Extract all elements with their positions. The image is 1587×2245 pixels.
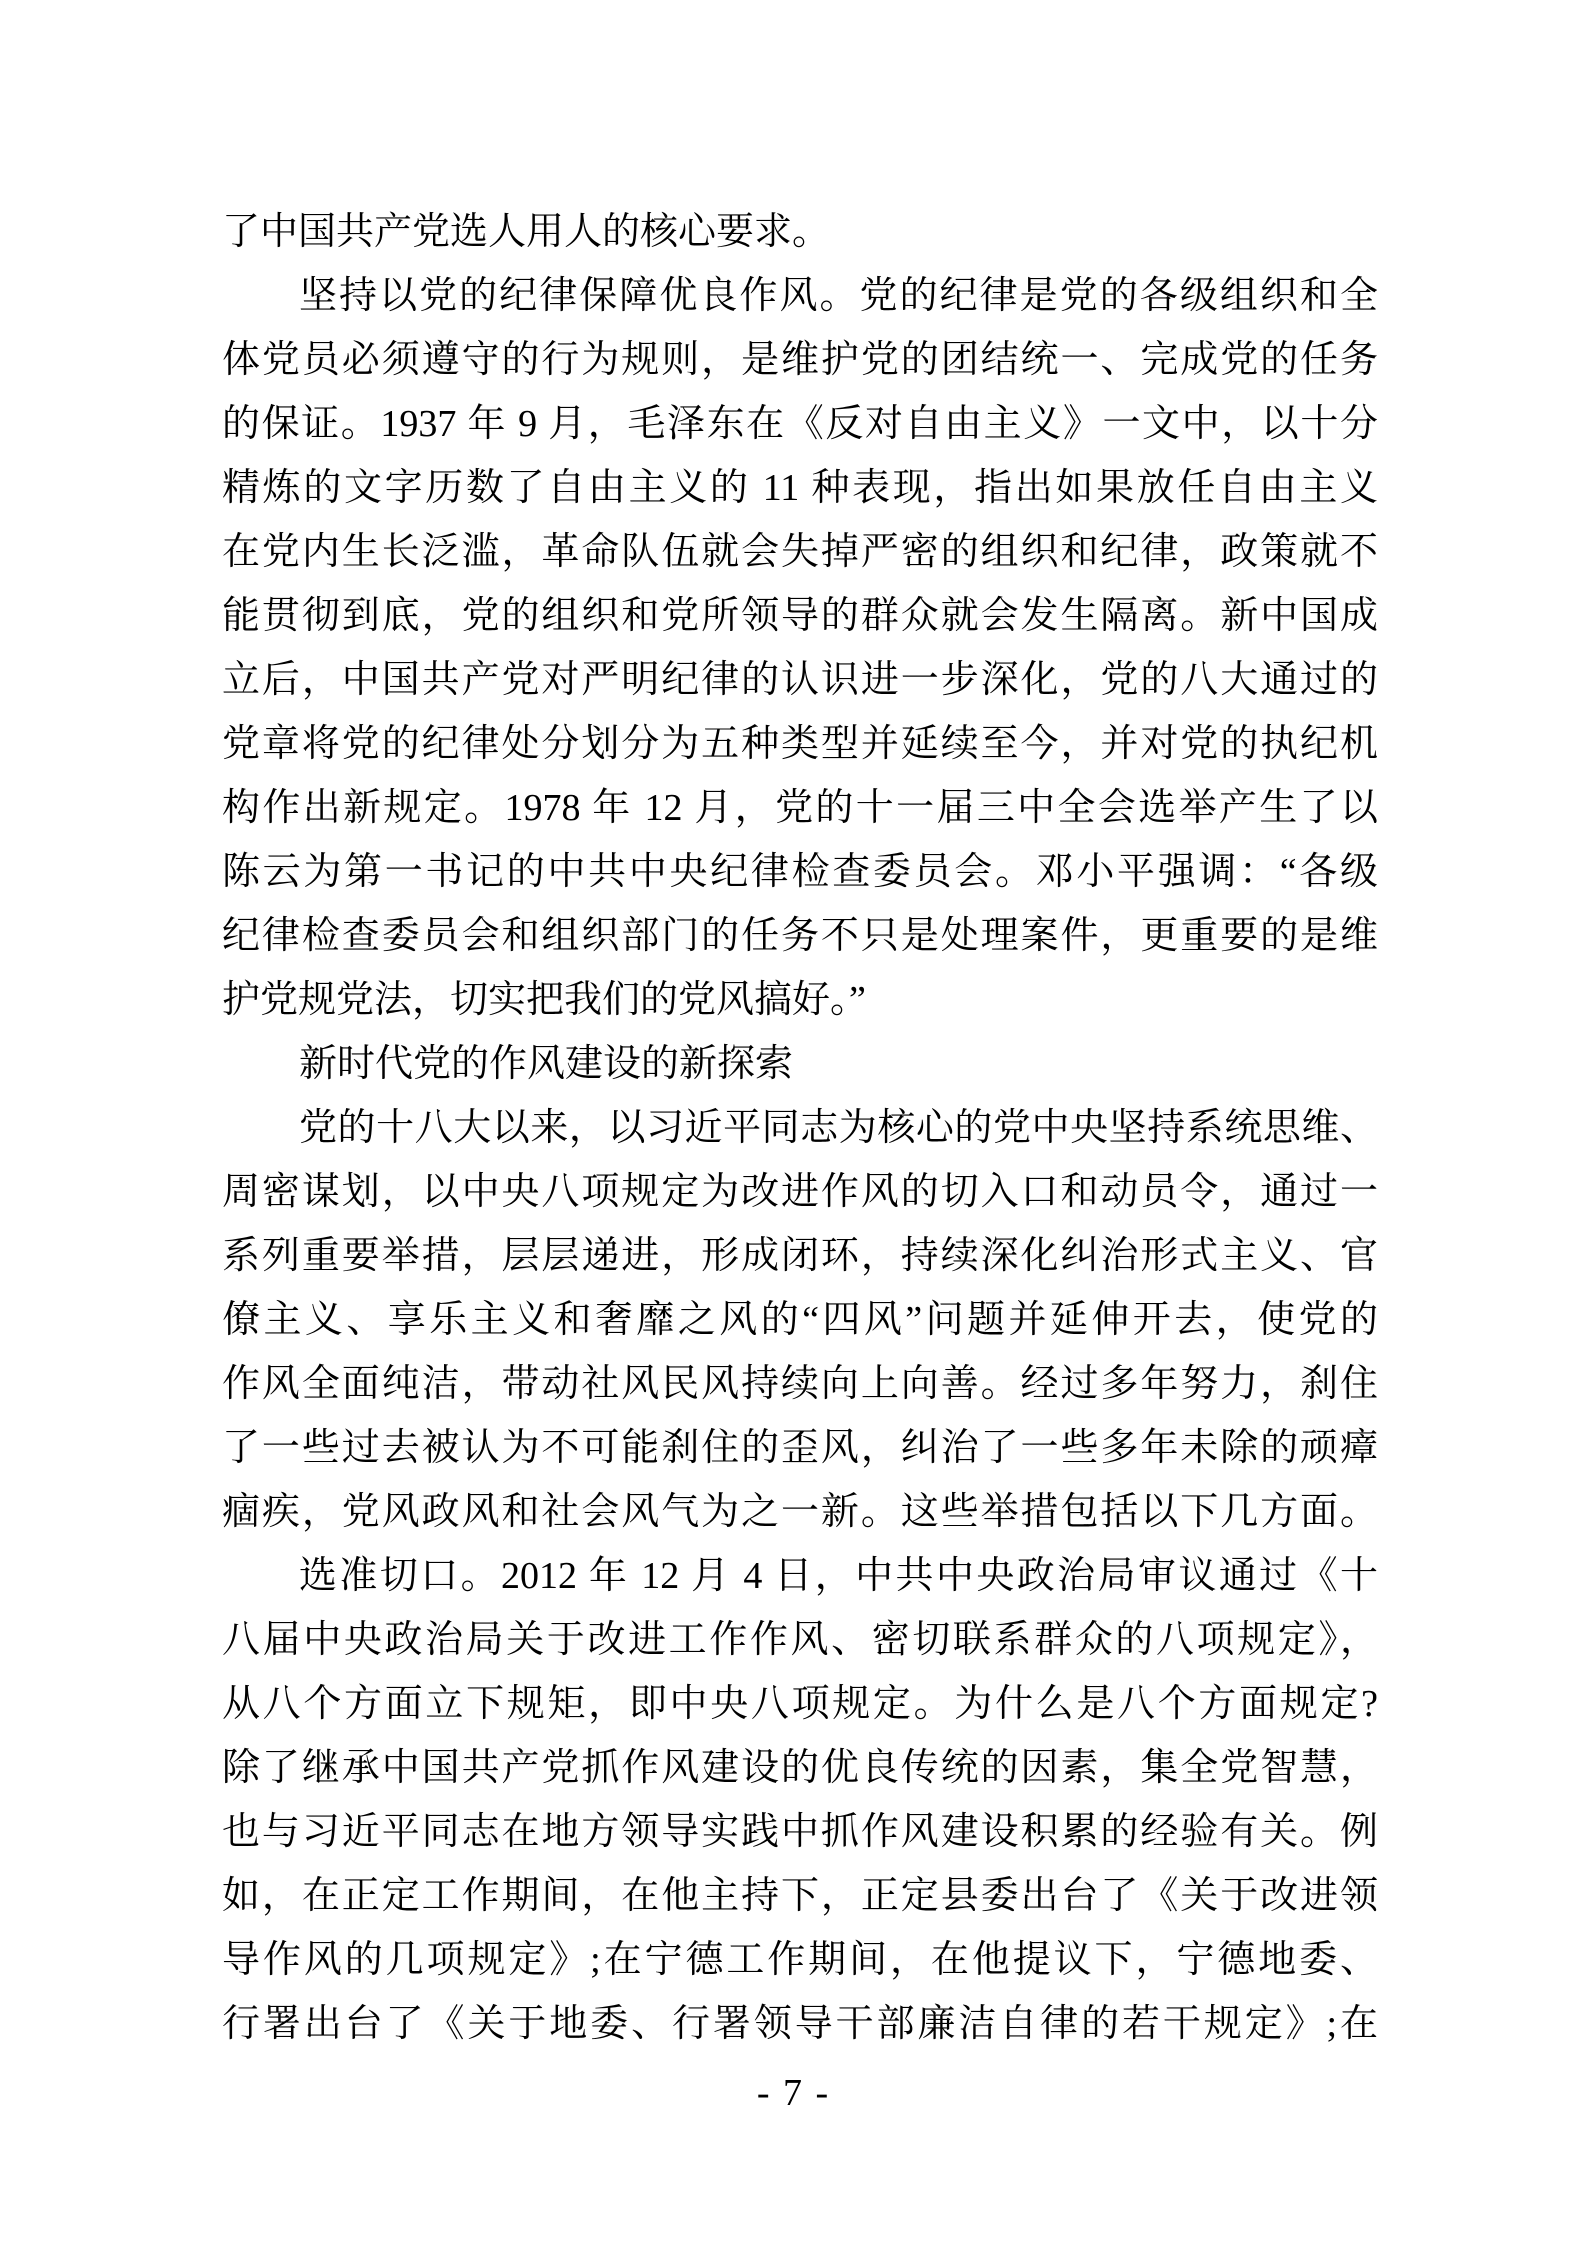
text-line: 新时代党的作风建设的新探索 xyxy=(299,1043,794,1085)
text-line: 八届中央政治局关于改进工作作风、密切联系群众的八项规定》， xyxy=(222,1619,1378,1661)
text-line: 除了继承中国共产党抓作风建设的优良传统的因素，集全党智慧， xyxy=(222,1747,1378,1789)
text-line: 作风全面纯洁，带动社风民风持续向上向善。经过多年努力，刹住 xyxy=(222,1363,1378,1405)
text-line: 坚持以党的纪律保障优良作风。党的纪律是党的各级组织和全 xyxy=(299,275,1378,317)
text-line: 周密谋划，以中央八项规定为改进作风的切入口和动员令，通过一 xyxy=(222,1171,1378,1213)
text-line: 导作风的几项规定》;在宁德工作期间，在他提议下，宁德地委、 xyxy=(222,1939,1378,1981)
text-line: 僚主义、享乐主义和奢靡之风的“四风”问题并延伸开去，使党的 xyxy=(222,1299,1378,1341)
text-line: 系列重要举措，层层递进，形成闭环，持续深化纠治形式主义、官 xyxy=(222,1235,1378,1277)
text-line: 立后，中国共产党对严明纪律的认识进一步深化，党的八大通过的 xyxy=(222,659,1378,701)
text-line: 了中国共产党选人用人的核心要求。 xyxy=(222,211,831,253)
text-line: 党的十八大以来，以习近平同志为核心的党中央坚持系统思维、 xyxy=(299,1107,1378,1149)
text-line: 护党规党法，切实把我们的党风搞好。” xyxy=(222,979,866,1021)
text-line: 陈云为第一书记的中共中央纪律检查委员会。邓小平强调：“各级 xyxy=(222,851,1378,893)
text-line: 选准切口。2012 年 12 月 4 日，中共中央政治局审议通过《十 xyxy=(299,1555,1378,1597)
text-line: 能贯彻到底，党的组织和党所领导的群众就会发生隔离。新中国成 xyxy=(222,595,1378,637)
text-line: 了一些过去被认为不可能刹住的歪风，纠治了一些多年未除的顽瘴 xyxy=(222,1427,1378,1469)
text-line: 纪律检查委员会和组织部门的任务不只是处理案件，更重要的是维 xyxy=(222,915,1378,957)
text-line: 痼疾，党风政风和社会风气为之一新。这些举措包括以下几方面。 xyxy=(222,1491,1378,1533)
page-number: - 7 - xyxy=(756,2072,831,2114)
text-line: 如，在正定工作期间，在他主持下，正定县委出台了《关于改进领 xyxy=(222,1875,1378,1917)
text-line: 党章将党的纪律处分划分为五种类型并延续至今，并对党的执纪机 xyxy=(222,723,1378,765)
text-line: 行署出台了《关于地委、行署领导干部廉洁自律的若干规定》;在 xyxy=(222,2003,1378,2045)
text-line: 的保证。1937 年 9 月，毛泽东在《反对自由主义》一文中，以十分 xyxy=(222,403,1378,445)
text-line: 在党内生长泛滥，革命队伍就会失掉严密的组织和纪律，政策就不 xyxy=(222,531,1378,573)
document-body-text xyxy=(222,200,1378,2056)
text-line: 精炼的文字历数了自由主义的 11 种表现，指出如果放任自由主义 xyxy=(222,467,1378,509)
text-line: 也与习近平同志在地方领导实践中抓作风建设积累的经验有关。例 xyxy=(222,1811,1378,1853)
text-line: 构作出新规定。1978 年 12 月，党的十一届三中全会选举产生了以 xyxy=(222,787,1378,829)
text-line: 从八个方面立下规矩，即中央八项规定。为什么是八个方面规定? xyxy=(222,1683,1378,1725)
text-line: 体党员必须遵守的行为规则，是维护党的团结统一、完成党的任务 xyxy=(222,339,1378,381)
